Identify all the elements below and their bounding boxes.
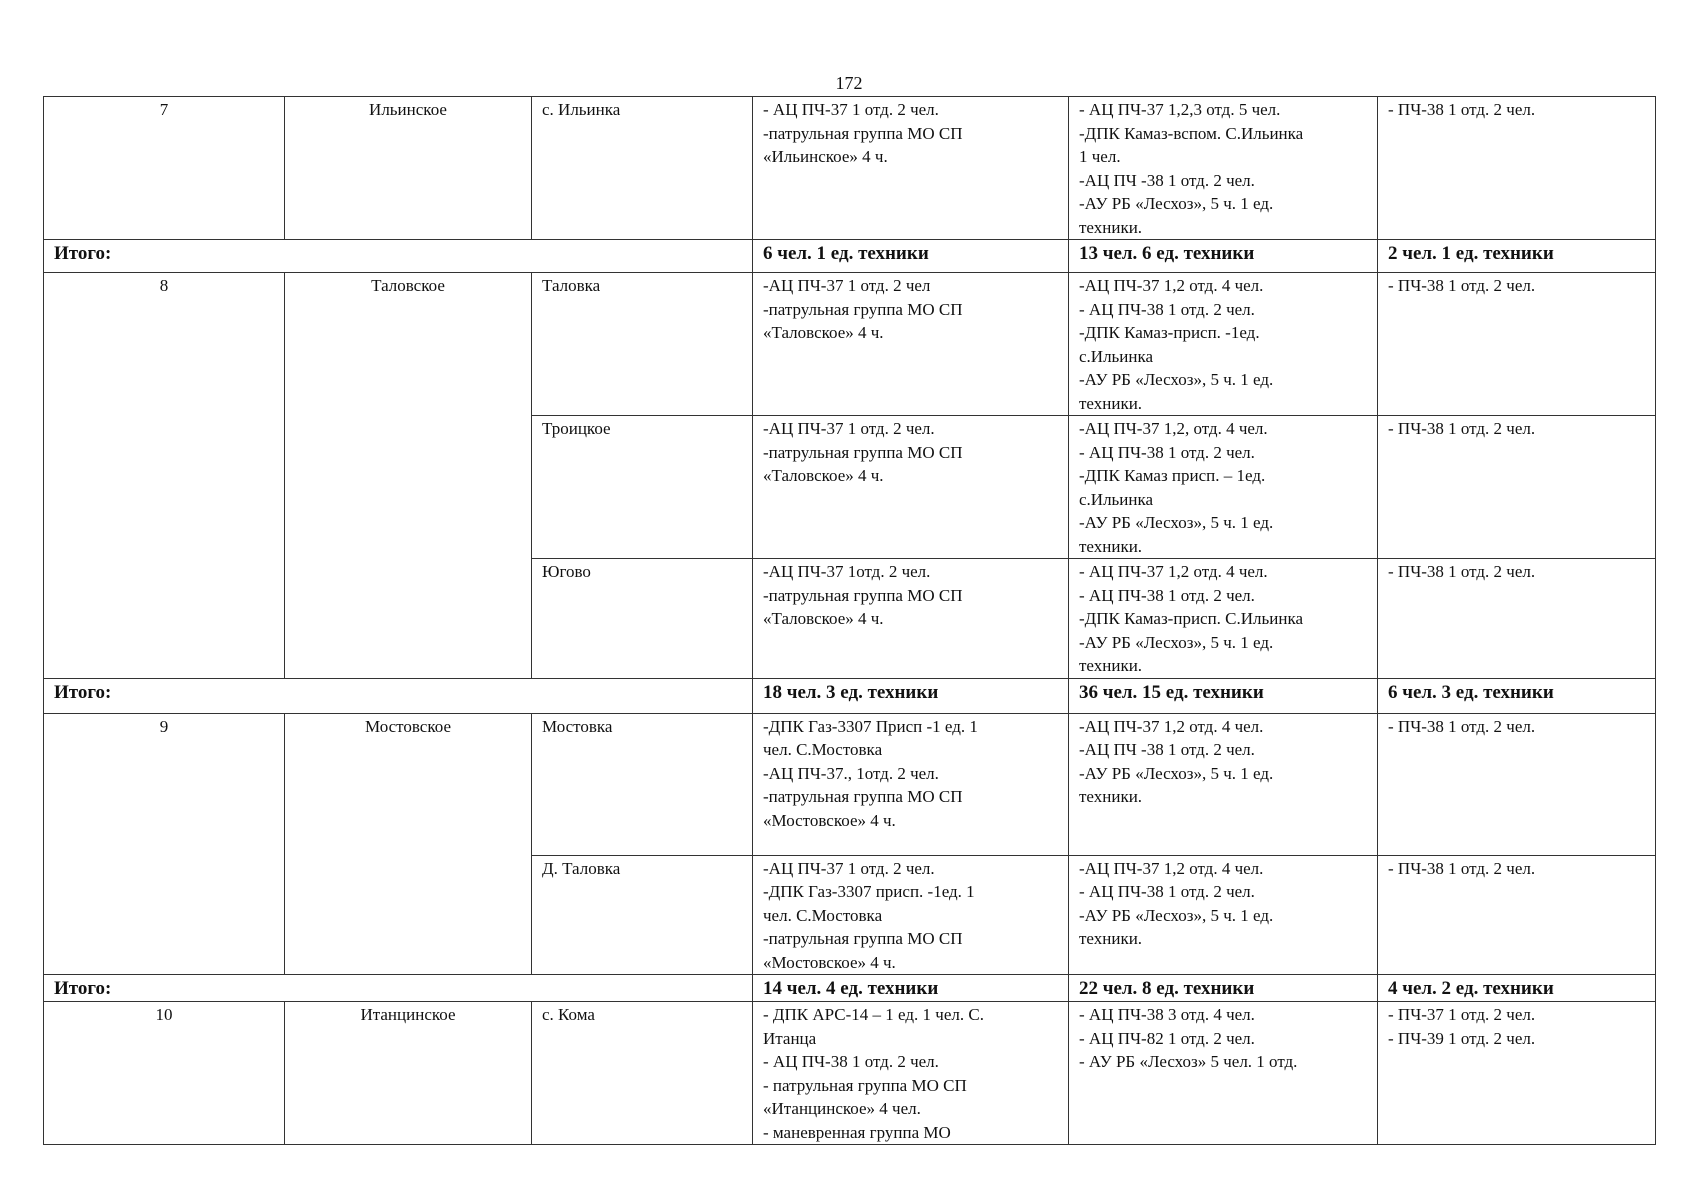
locality-name: Таловка	[532, 273, 753, 416]
cell-line: - АЦ ПЧ-37 1,2,3 отд. 5 чел.	[1079, 100, 1281, 119]
first-echelon-cell	[753, 855, 1069, 975]
table-row	[44, 273, 1656, 416]
settlement-name: Мостовское	[285, 713, 532, 975]
total-second: 13 чел. 6 ед. техники	[1069, 240, 1378, 273]
cell-line: -ДПК Газ-3307 присп. -1ед. 1	[763, 882, 975, 901]
total-second: 36 чел. 15 ед. техники	[1069, 678, 1378, 713]
cell-line: -АЦ ПЧ-37 1,2, отд. 4 чел.	[1079, 419, 1268, 438]
third-echelon-cell	[1378, 1002, 1656, 1145]
cell-line: -АУ РБ «Лесхоз», 5 ч. 1 ед.	[1079, 632, 1274, 652]
cell-line: -ДПК Камаз-вспом. С.Ильинка	[1079, 123, 1304, 143]
row-number: 10	[44, 1002, 285, 1145]
locality-name: с. Кома	[532, 1002, 753, 1145]
cell-line: «Ильинское» 4 ч.	[763, 147, 888, 166]
first-echelon-cell	[753, 416, 1069, 559]
second-echelon-cell	[1069, 559, 1378, 679]
cell-line: -АУ РБ «Лесхоз», 5 ч. 1 ед.	[1079, 763, 1274, 783]
cell-line: -АЦ ПЧ-37 1,2 отд. 4 чел.	[1079, 716, 1264, 736]
third-echelon-cell	[1378, 273, 1656, 416]
total-row	[44, 975, 1656, 1002]
cell-line: -АЦ ПЧ -38 1 отд. 2 чел.	[1079, 740, 1255, 759]
total-row	[44, 240, 1656, 273]
first-echelon-cell	[753, 559, 1069, 679]
cell-line: - ПЧ-38 1 отд. 2 чел.	[1388, 276, 1536, 295]
cell-line: -АЦ ПЧ-37 1отд. 2 чел.	[763, 562, 931, 581]
cell-line: - ПЧ-39 1 отд. 2 чел.	[1388, 1028, 1536, 1048]
cell-line: «Мостовское» 4 ч.	[763, 810, 896, 830]
third-echelon-cell	[1378, 559, 1656, 679]
locality-name: Троицкое	[532, 416, 753, 559]
first-echelon-cell	[753, 1002, 1069, 1145]
cell-line: - патрульная группа МО СП	[763, 1075, 967, 1095]
cell-line: - ПЧ-38 1 отд. 2 чел.	[1388, 100, 1536, 119]
total-label: Итого:	[44, 678, 753, 713]
total-label: Итого:	[44, 975, 753, 1002]
second-echelon-cell	[1069, 1002, 1378, 1145]
cell-line: -ДПК Камаз присп. – 1ед.	[1079, 466, 1266, 485]
cell-line: -АЦ ПЧ-37 1 отд. 2 чел	[763, 276, 931, 295]
cell-line: - АЦ ПЧ-37 1,2 отд. 4 чел.	[1079, 562, 1268, 581]
settlement-name: Итанцинское	[285, 1002, 532, 1145]
total-third: 4 чел. 2 ед. техники	[1378, 975, 1656, 1002]
locality-name: Югово	[532, 559, 753, 679]
cell-line: «Итанцинское» 4 чел.	[763, 1099, 921, 1118]
cell-line: - ПЧ-38 1 отд. 2 чел.	[1388, 716, 1536, 736]
second-echelon-cell	[1069, 97, 1378, 240]
table-row	[44, 713, 1656, 855]
total-row	[44, 678, 1656, 713]
total-second: 22 чел. 8 ед. техники	[1069, 975, 1378, 1002]
cell-line: техники.	[1079, 393, 1143, 413]
total-third: 6 чел. 3 ед. техники	[1378, 678, 1656, 713]
settlement-name: Таловское	[285, 273, 532, 679]
cell-line: с.Ильинка	[1079, 489, 1154, 509]
cell-line: - АЦ ПЧ-38 1 отд. 2 чел.	[1079, 299, 1255, 319]
cell-line: техники.	[1079, 217, 1143, 237]
cell-line: - ПЧ-38 1 отд. 2 чел.	[1388, 562, 1536, 581]
locality-name: Д. Таловка	[532, 855, 753, 975]
third-echelon-cell	[1378, 713, 1656, 855]
cell-line: - маневренная группа МО	[763, 1122, 951, 1142]
cell-line: -АЦ ПЧ-37 1,2 отд. 4 чел.	[1079, 276, 1264, 295]
cell-line: -патрульная группа МО СП	[763, 442, 963, 462]
cell-line: «Таловское» 4 ч.	[763, 466, 884, 485]
cell-line: техники.	[1079, 656, 1143, 675]
resource-allocation-table	[43, 96, 1656, 1145]
cell-line: -АЦ ПЧ -38 1 отд. 2 чел.	[1079, 170, 1255, 190]
cell-line: -патрульная группа МО СП	[763, 787, 963, 806]
cell-line: - ПЧ-37 1 отд. 2 чел.	[1388, 1005, 1536, 1024]
total-first: 6 чел. 1 ед. техники	[753, 240, 1069, 273]
second-echelon-cell	[1069, 416, 1378, 559]
locality-name: с. Ильинка	[532, 97, 753, 240]
cell-line: техники.	[1079, 929, 1143, 948]
cell-line: - АЦ ПЧ-38 3 отд. 4 чел.	[1079, 1005, 1255, 1024]
table-row	[44, 97, 1656, 240]
cell-line: - АЦ ПЧ-82 1 отд. 2 чел.	[1079, 1028, 1255, 1048]
cell-line: - АЦ ПЧ-38 1 отд. 2 чел.	[1079, 585, 1255, 605]
first-echelon-cell	[753, 97, 1069, 240]
cell-line: -АУ РБ «Лесхоз», 5 ч. 1 ед.	[1079, 194, 1274, 213]
cell-line: - АЦ ПЧ-38 1 отд. 2 чел.	[763, 1052, 939, 1071]
cell-line: -патрульная группа МО СП	[763, 929, 963, 948]
cell-line: «Мостовское» 4 ч.	[763, 952, 896, 972]
cell-line: -АЦ ПЧ-37 1,2 отд. 4 чел.	[1079, 858, 1264, 878]
cell-line: - АЦ ПЧ-38 1 отд. 2 чел.	[1079, 442, 1255, 462]
cell-line: -АУ РБ «Лесхоз», 5 ч. 1 ед.	[1079, 905, 1274, 925]
cell-line: - ДПК АРС-14 – 1 ед. 1 чел. С.	[763, 1005, 984, 1024]
second-echelon-cell	[1069, 713, 1378, 855]
cell-line: - АЦ ПЧ-38 1 отд. 2 чел.	[1079, 882, 1255, 901]
cell-line: -ДПК Газ-3307 Присп -1 ед. 1	[763, 716, 978, 736]
cell-line: - АУ РБ «Лесхоз» 5 чел. 1 отд.	[1079, 1052, 1298, 1071]
cell-line: -патрульная группа МО СП	[763, 585, 963, 605]
total-first: 14 чел. 4 ед. техники	[753, 975, 1069, 1002]
cell-line: -АУ РБ «Лесхоз», 5 ч. 1 ед.	[1079, 513, 1274, 532]
total-label: Итого:	[44, 240, 753, 273]
cell-line: техники.	[1079, 787, 1143, 806]
page-number: 172	[835, 73, 863, 93]
row-number: 8	[44, 273, 285, 679]
cell-line: - АЦ ПЧ-37 1 отд. 2 чел.	[763, 100, 939, 119]
cell-line: - ПЧ-38 1 отд. 2 чел.	[1388, 858, 1536, 878]
cell-line: -патрульная группа МО СП	[763, 123, 963, 143]
settlement-name: Ильинское	[285, 97, 532, 240]
table-row	[44, 1002, 1656, 1145]
cell-line: -ДПК Камаз-присп. С.Ильинка	[1079, 609, 1304, 628]
cell-line: -АЦ ПЧ-37., 1отд. 2 чел.	[763, 763, 939, 783]
cell-line: - ПЧ-38 1 отд. 2 чел.	[1388, 419, 1536, 438]
cell-line: -ДПК Камаз-присп. -1ед.	[1079, 323, 1260, 342]
cell-line: техники.	[1079, 536, 1143, 556]
cell-line: чел. С.Мостовка	[763, 905, 883, 925]
cell-line: -патрульная группа МО СП	[763, 299, 963, 319]
cell-line: с.Ильинка	[1079, 346, 1154, 366]
cell-line: -АЦ ПЧ-37 1 отд. 2 чел.	[763, 858, 935, 878]
locality-name: Мостовка	[532, 713, 753, 855]
second-echelon-cell	[1069, 273, 1378, 416]
cell-line: -АУ РБ «Лесхоз», 5 ч. 1 ед.	[1079, 370, 1274, 389]
cell-line: 1 чел.	[1079, 147, 1121, 166]
cell-line: чел. С.Мостовка	[763, 740, 883, 759]
second-echelon-cell	[1069, 855, 1378, 975]
third-echelon-cell	[1378, 416, 1656, 559]
total-third: 2 чел. 1 ед. техники	[1378, 240, 1656, 273]
third-echelon-cell	[1378, 855, 1656, 975]
row-number: 9	[44, 713, 285, 975]
cell-line: Итанца	[763, 1028, 817, 1048]
total-first: 18 чел. 3 ед. техники	[753, 678, 1069, 713]
cell-line: «Таловское» 4 ч.	[763, 323, 884, 342]
row-number: 7	[44, 97, 285, 240]
third-echelon-cell	[1378, 97, 1656, 240]
first-echelon-cell	[753, 713, 1069, 855]
cell-line: «Таловское» 4 ч.	[763, 609, 884, 628]
cell-line: -АЦ ПЧ-37 1 отд. 2 чел.	[763, 419, 935, 438]
first-echelon-cell	[753, 273, 1069, 416]
